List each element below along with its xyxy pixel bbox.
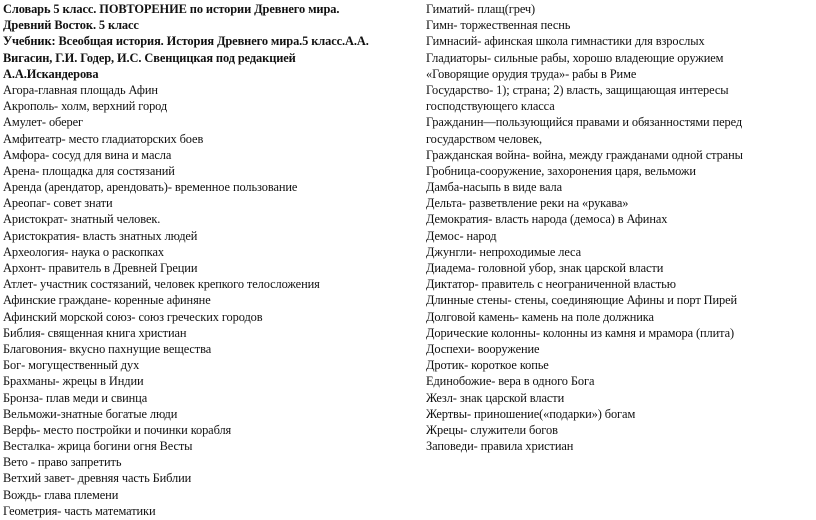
- glossary-entry: Диктатор- правитель с неограниченной властью: [426, 277, 676, 292]
- glossary-entry: Архонт- правитель в Древней Греции: [3, 261, 198, 275]
- glossary-entry: Благовония- вкусно пахнущие вещества: [3, 341, 212, 356]
- glossary-entry: Гимн- торжественная песнь: [426, 18, 571, 33]
- glossary-entry: Амфора- сосуд для вина и масла: [3, 147, 172, 162]
- glossary-entry: Вождь- глава племени: [3, 487, 119, 502]
- glossary-entry: Аренда (арендатор, арендовать)- временное пользование: [3, 180, 298, 195]
- glossary-entry: Дамба-насыпь в виде вала: [426, 180, 562, 195]
- glossary-entry: Гробница-сооружение, захоронения царя, вельможи: [426, 163, 696, 178]
- glossary-entry: Ветхий завет- древняя часть Библии: [3, 471, 192, 486]
- header-line: Вигасин, Г.И. Годер, И.С. Свенцицкая под редакцией: [3, 50, 296, 65]
- glossary-entry: Джунгли- непроходимые леса: [426, 244, 581, 259]
- glossary-entry: Акрополь- холм, верхний город: [3, 99, 168, 114]
- glossary-entry: Агора-главная площадь Афин: [3, 82, 158, 97]
- glossary-entry: Заповеди- правила христиан: [426, 439, 574, 454]
- glossary-entry: Афинские граждане- коренные афиняне: [3, 293, 211, 308]
- glossary-entry: Геометрия- часть математики: [3, 503, 156, 518]
- header-line: А.А.Искандерова: [3, 66, 99, 81]
- glossary-entry: «Говорящие орудия труда»- рабы в Риме: [426, 66, 637, 81]
- glossary-entry: господствующего класса: [426, 99, 555, 114]
- glossary-entry: Дротик- короткое копье: [426, 358, 549, 373]
- glossary-entry: Доспехи- вооружение: [426, 341, 540, 356]
- header-line: Словарь 5 класс. ПОВТОРЕНИЕ по истории Древнего мира.: [3, 2, 340, 16]
- glossary-entry: Бронза- плав меди и свинца: [3, 390, 148, 405]
- glossary-entry: Аристократия- власть знатных людей: [3, 228, 198, 243]
- glossary-entry: Верфь- место постройки и починки корабля: [3, 422, 232, 437]
- glossary-entry: Вельможи-знатные богатые люди: [3, 406, 178, 421]
- glossary-entry: Весталка- жрица богини огня Весты: [3, 439, 193, 454]
- right-glossary-list: [426, 1, 814, 454]
- glossary-entry: государством человек,: [426, 131, 543, 146]
- glossary-entry: Жрецы- служители богов: [426, 422, 558, 437]
- glossary-entry: Атлет- участник состязаний, человек крепкого телосложения: [3, 277, 320, 292]
- header-line: Древний Восток. 5 класс: [3, 18, 139, 33]
- glossary-entry: Аристократ- знатный человек.: [3, 212, 161, 227]
- left-column: [3, 0, 411, 519]
- glossary-entry: Дельта- разветвление реки на «рукава»: [426, 196, 629, 211]
- glossary-entry: Жертвы- приношение(«подарки») богам: [426, 406, 636, 421]
- glossary-entry: Ареопаг- совет знати: [3, 196, 113, 211]
- glossary-entry: Вето - право запретить: [3, 455, 122, 470]
- document-header: [3, 1, 411, 82]
- glossary-entry: Жезл- знак царской власти: [426, 390, 565, 405]
- glossary-entry: Диадема- головной убор, знак царской власти: [426, 261, 664, 275]
- glossary-entry: Демос- народ: [426, 228, 497, 243]
- glossary-entry: Гиматий- плащ(греч): [426, 2, 536, 16]
- glossary-entry: Долговой камень- камень на поле должника: [426, 309, 654, 324]
- glossary-entry: Гимнасий- афинская школа гимнастики для взрослых: [426, 34, 705, 49]
- glossary-entry: Амулет- оберег: [3, 115, 83, 130]
- glossary-entry: Единобожие- вера в одного Бога: [426, 374, 595, 389]
- glossary-entry: Амфитеатр- место гладиаторских боев: [3, 131, 204, 146]
- glossary-entry: Дорические колонны- колонны из камня и мрамора (плита): [426, 325, 735, 340]
- glossary-entry: Библия- священная книга христиан: [3, 325, 187, 340]
- glossary-entry: Государство- 1); страна; 2) власть, защищающая интересы: [426, 82, 729, 97]
- glossary-entry: Гражданин—пользующийся правами и обязанностями перед: [426, 115, 743, 130]
- glossary-entry: Демократия- власть народа (демоса) в Афинах: [426, 212, 668, 227]
- right-column: [426, 0, 814, 454]
- glossary-entry: Афинский морской союз- союз греческих городов: [3, 309, 263, 324]
- glossary-entry: Археология- наука о раскопках: [3, 244, 165, 259]
- left-glossary-list: [3, 82, 411, 519]
- header-line: Учебник: Всеобщая история. История Древнего мира.5 класс.А.А.: [3, 34, 369, 49]
- glossary-entry: Брахманы- жрецы в Индии: [3, 374, 144, 389]
- glossary-entry: Гражданская война- война, между гражданами одной страны: [426, 147, 743, 162]
- glossary-entry: Длинные стены- стены, соединяющие Афины и порт Пирей: [426, 293, 738, 308]
- glossary-entry: Гладиаторы- сильные рабы, хорошо владеющие оружием: [426, 50, 724, 65]
- glossary-entry: Арена- площадка для состязаний: [3, 163, 175, 178]
- glossary-entry: Бог- могущественный дух: [3, 358, 140, 373]
